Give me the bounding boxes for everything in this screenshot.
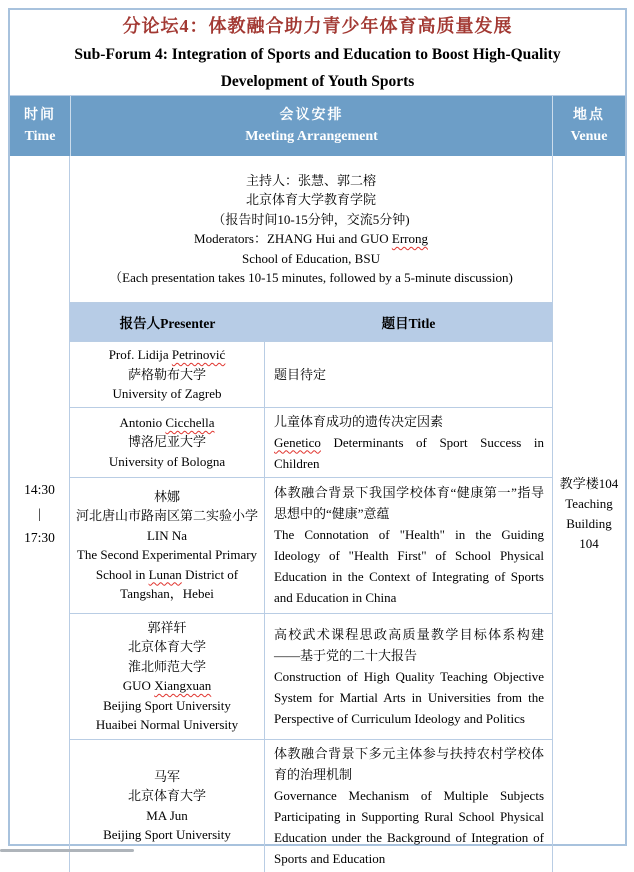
forum-title-chinese: 分论坛4：体教融合助力青少年体育高质量发展 [122, 15, 513, 36]
text-segment: GUO [122, 678, 155, 693]
time-cell [10, 156, 70, 872]
header-time-cn: 时间 [24, 108, 56, 123]
text-line [74, 545, 260, 604]
header-arrangement-en: Meeting Arrangement [245, 129, 378, 144]
spellcheck-flagged-word: Errong [391, 231, 428, 246]
table-body-row [10, 156, 625, 866]
text-segment: Antonio [119, 414, 166, 430]
spellcheck-flagged-word: Lunan [148, 566, 182, 582]
header-venue-en: Venue [570, 129, 608, 144]
text-line [74, 432, 260, 452]
text-line [74, 715, 260, 735]
header-time-en: Time [24, 129, 56, 144]
header-arrangement [70, 96, 552, 156]
program-table [8, 8, 627, 866]
text-segment: Moderators：ZHANG Hui and GUO [194, 231, 392, 246]
text-line [74, 618, 260, 638]
text-segment: （报告时间10-15分钟，交流5分钟) [212, 211, 410, 227]
text-line [274, 432, 544, 474]
subtable-header-title: 题目Title [381, 316, 436, 331]
text-line [579, 534, 599, 554]
text-segment: Construction of High Quality Teaching Objective System for Martial Arts in Universities from the Perspective of Curriculum Ideology and Politics [274, 668, 544, 726]
text-line [274, 482, 544, 524]
forum-title-cell [10, 10, 625, 96]
title-cell [265, 478, 552, 613]
presenter-cell [70, 342, 265, 407]
text-line [74, 365, 260, 385]
text-segment: 主持人：张慧、郭二榕 [245, 172, 376, 188]
spellcheck-flagged-word: Genetico [274, 434, 321, 450]
text-line [70, 210, 552, 230]
text-segment: Beijing Sport University [103, 827, 231, 842]
text-segment: 河北唐山市路南区第二实验小学 [75, 508, 258, 523]
presenter-cell [70, 478, 265, 613]
text-segment: The Second Experimental Primary School in [76, 547, 258, 582]
meeting-arrangement-cell [70, 156, 552, 872]
title-cell [265, 614, 552, 739]
text-segment: Building [566, 515, 612, 531]
text-segment: Determinants of Sport Success in Children [274, 434, 544, 471]
text-line [70, 190, 552, 210]
text-line [274, 785, 544, 869]
spellcheck-flagged-word: Xiangxuan [154, 678, 212, 693]
text-segment: 郭祥轩 [147, 619, 187, 635]
text-segment: 萨格勒布大学 [127, 366, 206, 382]
forum-title-english-line1: Sub-Forum 4: Integration of Sports and Education to Boost High-Quality [74, 45, 561, 63]
text-line [74, 657, 260, 677]
text-line [566, 514, 612, 534]
time-separator: | [38, 505, 41, 521]
spellcheck-flagged-word: Cicchella [165, 414, 215, 430]
header-venue [552, 96, 625, 156]
text-line [74, 825, 260, 845]
table-row [70, 740, 552, 872]
header-venue-cn: 地点 [573, 108, 605, 123]
text-line [274, 743, 544, 785]
text-segment: Huaibei Normal University [95, 717, 239, 732]
text-segment: 马军 [153, 768, 180, 784]
text-line [274, 411, 544, 432]
text-segment: 博洛尼亚大学 [127, 434, 206, 450]
text-segment: （Each presentation takes 10-15 minutes, followed by a 5-minute discussion) [109, 270, 513, 285]
text-line [274, 624, 544, 666]
text-segment: Beijing Sport University [103, 697, 231, 713]
time-start: 14:30 [24, 481, 55, 497]
table-row [70, 342, 552, 408]
text-segment: School of Education, BSU [242, 250, 380, 266]
text-line [74, 345, 260, 365]
text-line [274, 666, 544, 729]
venue-cell [552, 156, 625, 872]
text-segment: 高校武术课程思政高质量教学目标体系构建——基于党的二十大报告 [274, 626, 544, 663]
text-segment: 教学楼104 [559, 475, 619, 491]
header-time [10, 96, 70, 156]
table-row [70, 614, 552, 740]
table-row [70, 408, 552, 478]
table-header-row [10, 96, 625, 156]
spellcheck-flagged-word: Petrinović [171, 347, 226, 362]
text-segment: 北京体育大学 [127, 788, 206, 803]
text-segment: 104 [579, 535, 599, 551]
text-segment: Governance Mechanism of Multiple Subjects Participating in Supporting Rural School Physical Education under the Background of Integration of Sports and Education [274, 787, 544, 866]
header-arrangement-cn: 会议安排 [279, 108, 344, 123]
text-segment: Prof. Lidija [108, 347, 172, 362]
text-line [74, 786, 260, 806]
text-line [74, 384, 260, 404]
text-segment: District of Tangshan，Hebei [120, 566, 239, 601]
title-cell [265, 342, 552, 407]
text-segment: MA Jun [146, 807, 188, 823]
text-line [70, 229, 552, 249]
text-segment: 体教融合背景下多元主体参与扶持农村学校体育的治理机制 [274, 745, 544, 782]
text-line [565, 494, 612, 514]
title-cell [265, 408, 552, 477]
title-cell [265, 740, 552, 872]
text-segment: 题目待定 [274, 366, 327, 382]
text-line [70, 249, 552, 269]
text-line [74, 806, 260, 826]
text-line [70, 268, 552, 288]
text-segment: 北京体育大学 [127, 639, 206, 654]
text-line [74, 637, 260, 657]
presenter-cell [70, 408, 265, 477]
presenter-cell [70, 614, 265, 739]
text-line [70, 171, 552, 191]
horizontal-scrollbar-thumb[interactable] [0, 849, 134, 852]
text-segment: Teaching [565, 495, 613, 511]
text-line [274, 364, 544, 385]
text-line [74, 696, 260, 716]
text-segment: 体教融合背景下我国学校体育“健康第一”指导思想中的“健康”意蕴 [274, 485, 544, 521]
text-line [74, 506, 260, 526]
text-segment: The Connotation of "Health" in the Guiding Ideology of "Health First" of School Physical Education in the Context of Integrating of Sports and Education in China [274, 527, 544, 605]
text-segment: 北京体育大学教育学院 [245, 192, 376, 207]
text-segment: 淮北师范大学 [127, 658, 206, 674]
forum-title-english-line2: Development of Youth Sports [220, 72, 415, 90]
text-line [74, 413, 260, 433]
text-segment: 林娜 [153, 488, 180, 504]
text-line [74, 767, 260, 787]
subtable-header-row [70, 303, 552, 342]
text-line [274, 524, 544, 608]
subtable-header-presenter: 报告人Presenter [119, 316, 216, 331]
text-segment: LIN Na [146, 527, 188, 543]
text-line [74, 487, 260, 507]
table-row [70, 478, 552, 614]
text-line [560, 474, 619, 494]
text-segment: 儿童体育成功的遗传决定因素 [274, 413, 444, 429]
time-end: 17:30 [24, 529, 55, 545]
text-segment: University of Zagreb [112, 386, 222, 401]
moderators-block [70, 156, 552, 302]
text-segment: University of Bologna [108, 453, 226, 469]
presenter-title-subtable [70, 302, 552, 872]
text-line [74, 452, 260, 472]
text-line [74, 676, 260, 696]
text-line [74, 526, 260, 546]
